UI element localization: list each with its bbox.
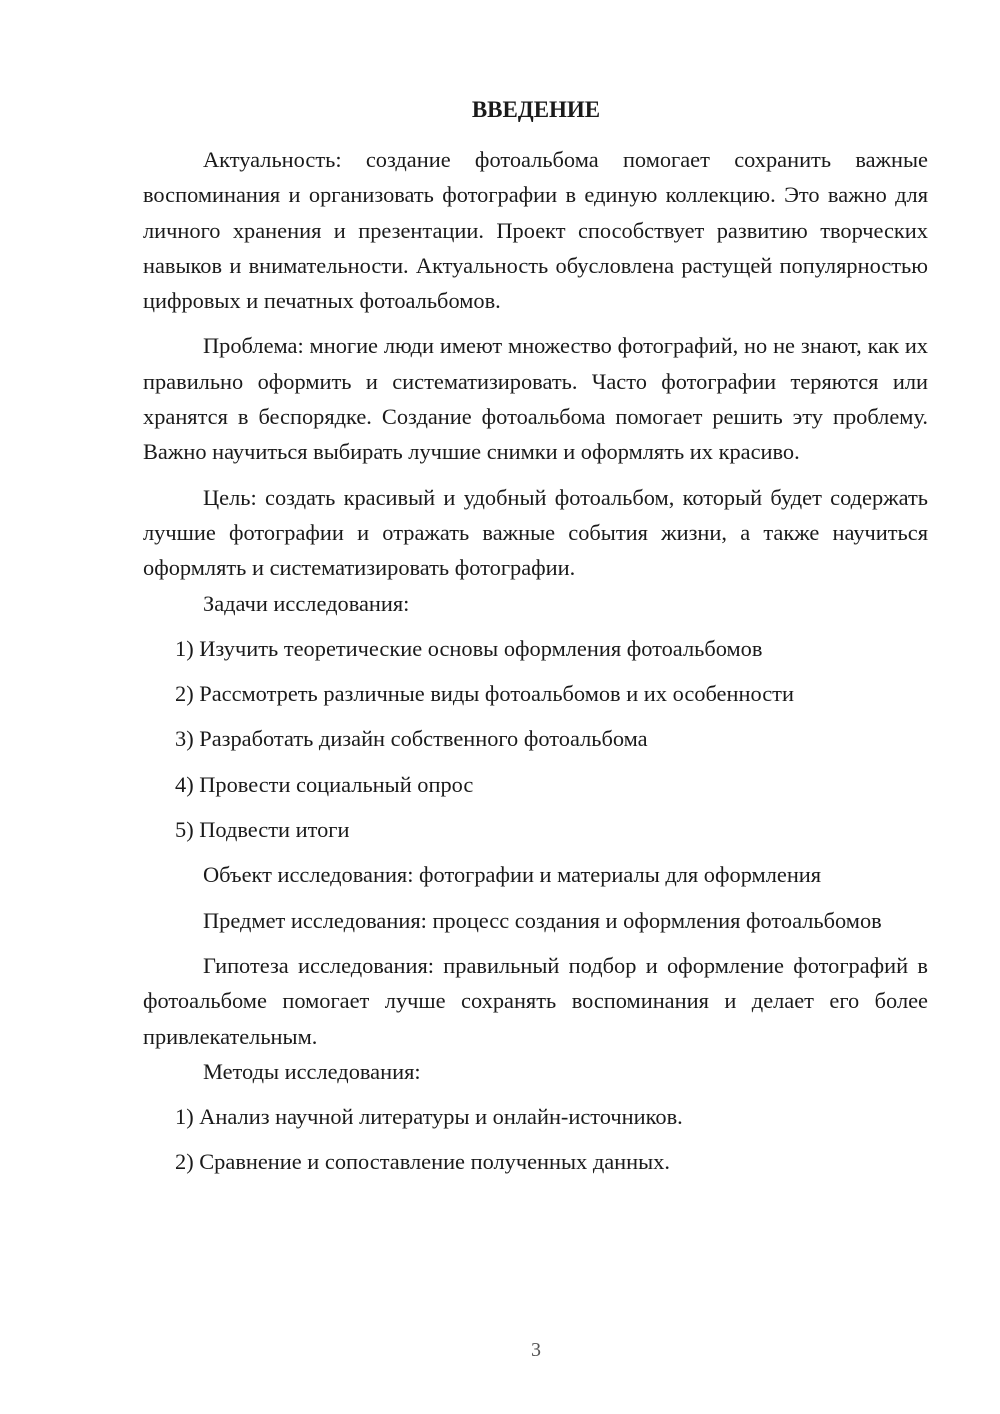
document-body xyxy=(143,142,928,1180)
list-item-task-1: 1) Изучить теоретические основы оформления фотоальбомов xyxy=(175,635,763,661)
page-number: 3 xyxy=(531,1339,541,1361)
paragraph-relevance: Актуальность: создание фотоальбома помогает сохранить важные воспоминания и организовать фотографии в единую коллекцию. Это важно для личного хранения и презентации. Проект способствует развитию творческих навыков и внимательности. Актуальность обусловлена растущей популярностью цифровых и печатных фотоальбомов. xyxy=(143,147,928,314)
paragraph-goal: Цель: создать красивый и удобный фотоальбом, который будет содержать лучшие фотографии и отражать важные события жизни, а также научиться оформлять и систематизировать фотографии. xyxy=(143,484,928,581)
list-item-method-2: 2) Сравнение и сопоставление полученных данных. xyxy=(175,1149,670,1175)
paragraph-hypothesis: Гипотеза исследования: правильный подбор и оформление фотографий в фотоальбоме помогает лучше сохранять воспоминания и делает его более привлекательным. xyxy=(143,952,928,1049)
list-item-task-4: 4) Провести социальный опрос xyxy=(175,771,474,797)
list-item-method-1: 1) Анализ научной литературы и онлайн-источников. xyxy=(175,1104,683,1130)
paragraph-subject: Предмет исследования: процесс создания и оформления фотоальбомов xyxy=(203,907,882,933)
list-item-task-5: 5) Подвести итоги xyxy=(175,817,350,843)
list-item-task-2: 2) Рассмотреть различные виды фотоальбомов и их особенности xyxy=(175,681,794,707)
methods-heading: Методы исследования: xyxy=(203,1058,421,1084)
page-title: ВВЕДЕНИЕ xyxy=(471,97,601,122)
tasks-heading: Задачи исследования: xyxy=(203,590,410,616)
list-item-task-3: 3) Разработать дизайн собственного фотоальбома xyxy=(175,726,648,752)
paragraph-problem: Проблема: многие люди имеют множество фотографий, но не знают, как их правильно оформить и систематизировать. Часто фотографии теряются или хранятся в беспорядке. Создание фотоальбома помогает решить эту проблему. Важно научиться выбирать лучшие снимки и оформлять их красиво. xyxy=(143,333,928,465)
paragraph-object: Объект исследования: фотографии и материалы для оформления xyxy=(203,862,822,888)
